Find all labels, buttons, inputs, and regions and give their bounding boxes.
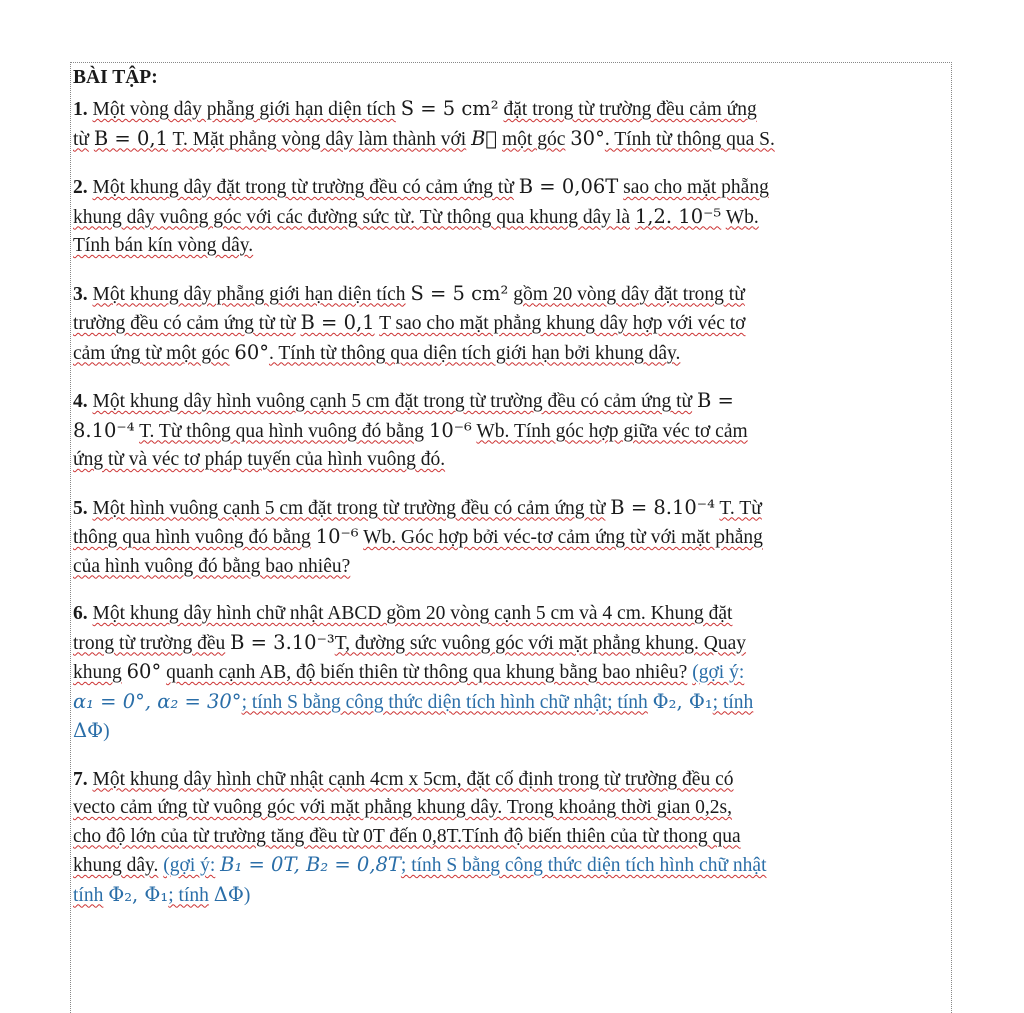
exercise-number: 4. xyxy=(73,391,88,412)
exercise-3-line-3: cảm ứng từ một góc 60°. Tính từ thông qua diện tích giới hạn bởi khung dây. xyxy=(73,340,681,364)
exercise-5-line-2: thông qua hình vuông đó bằng 10⁻⁶ Wb. Góc hợp bởi véc-tơ cảm ứng từ với mặt phẳng xyxy=(73,525,763,548)
exercise-6-line-4: α₁ = 0°, α₂ = 30°; tính S bằng công thức diện tích hình chữ nhật; tính Φ₂, Φ₁; tính xyxy=(73,689,754,713)
exercise-2-line-1: 2. Một khung dây đặt trong từ trường đều có cảm ứng từ B = 0,06T sao cho mặt phẵng xyxy=(73,175,769,198)
exercise-number: 6. xyxy=(73,603,88,624)
exercise-number: 2. xyxy=(73,177,88,198)
exercise-2-line-2: khung dây vuông góc với các đường sức từ. Từ thông qua khung dây là 1,2. 10⁻⁵ Wb. xyxy=(73,204,759,228)
exercise-4-line-2: 8.10⁻⁴ T. Từ thông qua hình vuông đó bằng 10⁻⁶ Wb. Tính góc hợp giữa véc tơ cảm xyxy=(73,418,748,442)
exercise-number: 5. xyxy=(73,497,88,519)
exercise-3-line-1: 3. Một khung dây phẵng giới hạn diện tích S = 5 cm² gồm 20 vòng dây đặt trong từ xyxy=(73,281,745,305)
exercise-7-line-5: tính Φ₂, Φ₁; tính ΔΦ) xyxy=(73,882,251,906)
hint-text: (gợi ý: xyxy=(692,662,745,683)
exercise-5-line-1: 5. Một hình vuông cạnh 5 cm đặt trong từ trường đều có cảm ứng từ B = 8.10⁻⁴ T. Từ xyxy=(73,495,762,519)
exercise-4 xyxy=(73,387,951,475)
exercise-3-line-2: trường đều có cảm ứng từ từ B = 0,1 T sao cho mặt phẳng khung dây hợp với véc tơ xyxy=(73,311,746,334)
exercise-1-line-2: từ B = 0,1 T. Mặt phẳng vòng dây làm thành với B⃗ một góc 30°. Tính từ thông qua S. xyxy=(73,126,775,150)
exercise-7-line-1: 7. Một khung dây hình chữ nhật cạnh 4cm x 5cm, đặt cố định trong từ trường đều có xyxy=(73,768,734,790)
exercise-6 xyxy=(73,600,951,747)
exercise-2 xyxy=(73,173,951,261)
exercise-7 xyxy=(73,766,951,911)
exercise-6-line-2: trong từ trường đều B = 3.10⁻³T, đường sức vuông góc với mặt phẳng khung. Quay xyxy=(73,630,747,654)
exercise-4-line-3: ứng từ và véc tơ pháp tuyến của hình vuông đó. xyxy=(73,449,446,470)
exercise-7-line-4: khung dây. (gợi ý: B₁ = 0T, B₂ = 0,8T; tính S bằng công thức diện tích hình chữ nhật xyxy=(73,853,767,876)
exercise-number: 3. xyxy=(73,283,88,305)
exercise-number: 7. xyxy=(73,768,88,790)
exercise-number: 1. xyxy=(73,99,88,120)
exercise-4-line-1: 4. Một khung dây hình vuông cạnh 5 cm đặt trong từ trường đều có cảm ứng từ B = xyxy=(73,389,734,412)
exercise-heading: BÀI TẬP: xyxy=(73,67,158,88)
exercise-6-line-5: ΔΦ) xyxy=(73,719,110,742)
exercise-7-line-2: vecto cảm ứng từ vuông góc với mặt phẳng khung dây. Trong khoảng thời gian 0,2s, xyxy=(73,797,733,818)
exercise-5-line-3: của hình vuông đó bằng bao nhiêu? xyxy=(73,555,351,577)
exercise-6-line-3: khung 60° quanh cạnh AB, độ biến thiên từ thông qua khung bằng bao nhiêu? (gợi ý: xyxy=(73,660,745,683)
exercise-7-line-3: cho độ lớn của từ trường tăng đều từ 0T đến 0,8T.Tính độ biến thiên của từ thong qua xyxy=(73,825,741,847)
exercise-1-line-1: 1. Một vòng dây phẵng giới hạn diện tích S = 5 cm² đặt trong từ trường đều cảm ứng xyxy=(73,97,757,120)
exercise-2-line-3: Tính bán kín vòng dây. xyxy=(73,235,254,256)
document-content xyxy=(73,64,951,929)
hint-text: (gợi ý: xyxy=(163,855,216,876)
exercise-1 xyxy=(73,95,951,154)
exercise-3 xyxy=(73,280,951,369)
exercise-6-line-1: 6. Một khung dây hình chữ nhật ABCD gồm 20 vòng cạnh 5 cm và 4 cm. Khung đặt xyxy=(73,603,733,624)
exercise-5 xyxy=(73,494,951,582)
